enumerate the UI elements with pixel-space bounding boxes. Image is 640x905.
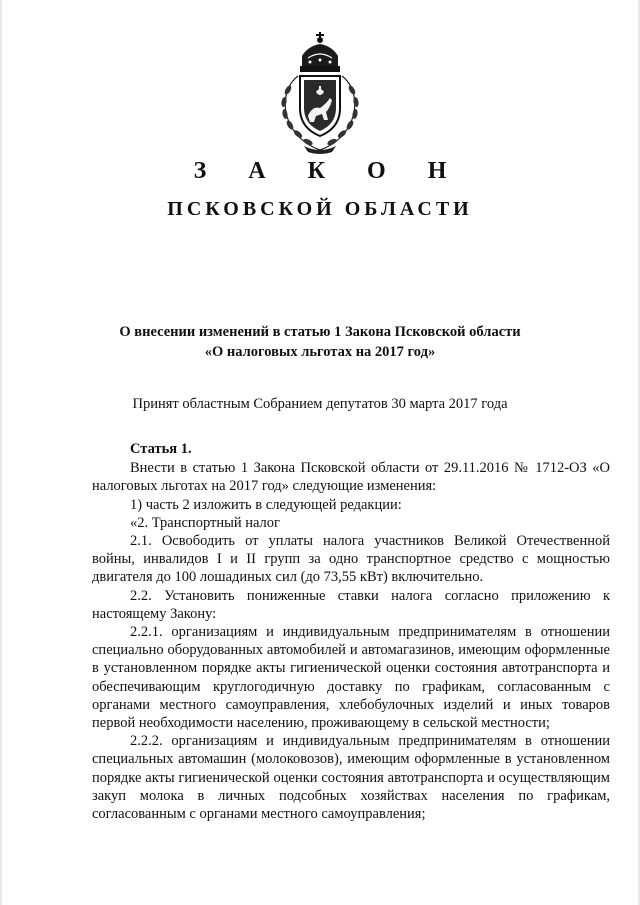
paragraph: «2. Транспортный налог: [130, 514, 280, 531]
article-body: [92, 440, 610, 823]
paragraph: 2.2.2. организациям и индивидуальным предпринимателям в отношении специальных автомашин (молоковозов), имеющим оформленные в установленном порядке акты гигиенической оценки состояния автотранспорта и осуществляющим закуп молока в личных подсобных хозяйствах населения по графикам, согласованным с органами местного самоуправления;: [92, 733, 610, 823]
paragraph: 2.1. Освободить от уплаты налога участников Великой Отечественной войны, инвалидов I и II групп за одно транспортное средство с мощностью двигателя до 100 лошадиных сил (до 73,55 кВт) включительно.: [92, 533, 610, 586]
article-heading: Статья 1.: [130, 441, 192, 457]
region-title: ПСКОВСКОЙ ОБЛАСТИ: [167, 198, 473, 220]
scan-edge-left: [0, 0, 2, 905]
paragraph: 2.2.1. организациям и индивидуальным предпринимателям в отношении специально оборудованных автомобилей и автомагазинов, имеющим оформленные в установленном порядке акты гигиенической оценки состояния автотранспорта и обеспечивающим круглогодичную доставку по графикам, согласованным с органами местного самоуправления, хлебобулочных изделий и иных товаров первой необходимости населению, проживающему в сельской местности;: [92, 624, 610, 732]
subtitle-line-1: О внесении изменений в статью 1 Закона Псковской области: [119, 324, 521, 340]
document-type-title: З А К О Н: [193, 158, 465, 184]
law-subtitle: [0, 322, 640, 362]
subtitle-line-2: «О налоговых льготах на 2017 год»: [204, 344, 436, 360]
paragraph: Внести в статью 1 Закона Псковской области от 29.11.2016 № 1712-ОЗ «О налоговых льготах на 2017 год» следующие изменения:: [92, 460, 610, 495]
paragraph: 1) часть 2 изложить в следующей редакции:: [130, 496, 402, 513]
adoption-note: Принят областным Собранием депутатов 30 марта 2017 года: [132, 396, 508, 412]
paragraph: 2.2. Установить пониженные ставки налога согласно приложению к настоящему Закону:: [92, 587, 610, 622]
pskov-coat-of-arms-icon: [268, 28, 372, 154]
